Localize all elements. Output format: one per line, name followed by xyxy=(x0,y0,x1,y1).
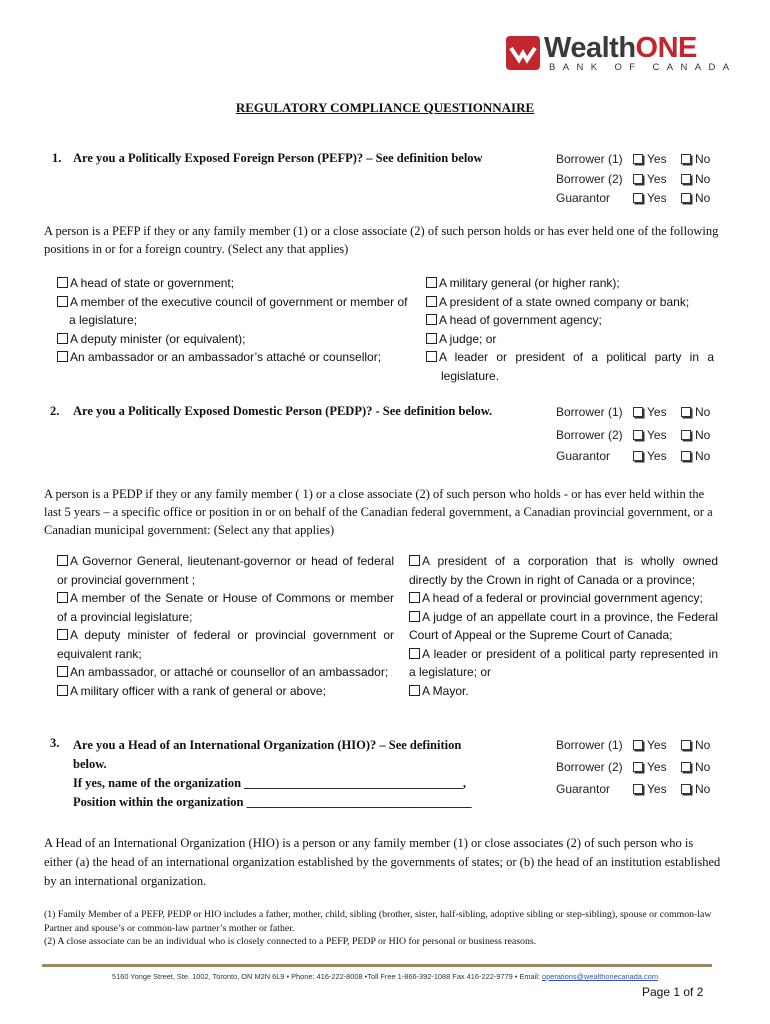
option-item[interactable]: An ambassador, or attaché or counsellor of an ambassador; xyxy=(57,663,394,682)
q1-b1-yes[interactable]: Yes xyxy=(633,152,681,166)
q2-right-options xyxy=(409,552,718,700)
option-item[interactable]: An ambassador or an ambassador’s attaché or counsellor; xyxy=(57,348,415,367)
option-item[interactable]: A president of a state owned company or bank; xyxy=(426,293,714,312)
checkbox-icon[interactable] xyxy=(426,314,437,325)
checkbox-icon[interactable] xyxy=(409,685,420,696)
logo-subtitle: BANK OF CANADA xyxy=(549,62,737,73)
q1-right-options xyxy=(426,274,714,385)
q2-g-no[interactable]: No xyxy=(681,449,729,463)
checkbox-icon[interactable] xyxy=(57,666,68,677)
checkbox-icon[interactable] xyxy=(633,762,643,772)
checkbox-icon[interactable] xyxy=(57,351,68,362)
option-item[interactable]: A leader or president of a political party represented in a legislature; or xyxy=(409,646,718,679)
checkbox-icon[interactable] xyxy=(681,407,691,417)
q3-b2-yes[interactable]: Yes xyxy=(633,760,681,774)
checkbox-icon[interactable] xyxy=(681,451,691,461)
q2-b1-yes[interactable]: Yes xyxy=(633,405,681,419)
checkbox-icon[interactable] xyxy=(633,740,643,750)
q1-definition: A person is a PEFP if they or any family member (1) or a close associate (2) of such person holds or has ever held one of the following positions in or for a foreign country. (Select any that applies) xyxy=(44,224,719,256)
checkbox-icon[interactable] xyxy=(57,555,68,566)
checkbox-icon[interactable] xyxy=(633,784,643,794)
q2-b1-no[interactable]: No xyxy=(681,405,729,419)
checkbox-icon[interactable] xyxy=(681,193,691,203)
q1-answer-borrower1: Borrower (1) Yes No xyxy=(556,152,729,166)
q2-answer-borrower2: Borrower (2) Yes No xyxy=(556,428,729,442)
q3-answer-guarantor: Guarantor Yes No xyxy=(556,782,729,796)
q1-left-options xyxy=(57,274,415,367)
checkbox-icon[interactable] xyxy=(633,407,643,417)
checkbox-icon[interactable] xyxy=(681,740,691,750)
footer-email-link[interactable]: operations@wealthonecanada.com xyxy=(542,972,658,981)
checkbox-icon[interactable] xyxy=(409,555,420,566)
option-item[interactable]: A leader or president of a political party in a legislature. xyxy=(426,348,714,385)
q3-number: 3. xyxy=(50,736,60,750)
page-number: Page 1 of 2 xyxy=(642,985,704,999)
option-item[interactable]: A head of government agency; xyxy=(426,311,714,330)
option-item[interactable]: A military general (or higher rank); xyxy=(426,274,714,293)
q3-answer-borrower1: Borrower (1) Yes No xyxy=(556,738,729,752)
logo-mark-icon xyxy=(506,36,540,70)
checkbox-icon[interactable] xyxy=(57,685,68,696)
checkbox-icon[interactable] xyxy=(633,154,643,164)
footer-address: 5160 Yonge Street, Ste. 1002, Toronto, ON M2N 6L9 • Phone: 416-222-8008 •Toll Free 1-866-392-1088 Fax 416-222-9779 • Email: xyxy=(112,972,540,981)
option-item[interactable]: A head of state or government; xyxy=(57,274,415,293)
checkbox-icon[interactable] xyxy=(409,648,420,659)
q1-answer-borrower2: Borrower (2) Yes No xyxy=(556,172,729,186)
footer-divider xyxy=(42,964,712,967)
q1-b1-no[interactable]: No xyxy=(681,152,729,166)
checkbox-icon[interactable] xyxy=(633,451,643,461)
option-item[interactable]: A deputy minister of federal or provincial government or equivalent rank; xyxy=(57,628,394,661)
q3-question-line: Are you a Head of an International Organization (HIO)? – See definition xyxy=(73,738,462,752)
option-item[interactable]: A judge; or xyxy=(426,330,714,349)
option-item[interactable]: A judge of an appellate court in a province, the Federal Court of Appeal or the Supreme Court of Canada; xyxy=(409,609,718,642)
checkbox-icon[interactable] xyxy=(57,333,68,344)
q1-b2-yes[interactable]: Yes xyxy=(633,172,681,186)
q1-g-yes[interactable]: Yes xyxy=(633,191,681,205)
checkbox-icon[interactable] xyxy=(57,629,68,640)
q2-b2-yes[interactable]: Yes xyxy=(633,428,681,442)
q3-position-field[interactable]: Position within the organization ____________________________________ xyxy=(73,795,472,809)
q2-b2-no[interactable]: No xyxy=(681,428,729,442)
option-item[interactable]: A president of a corporation that is wholly owned directly by the Crown in right of Canada or a province; xyxy=(409,554,718,587)
q3-b1-no[interactable]: No xyxy=(681,738,729,752)
logo-wordmark: WealthONE xyxy=(544,32,697,64)
q2-answer-borrower1: Borrower (1) Yes No xyxy=(556,405,729,419)
footnote-1: (1) Family Member of a PEFP, PEDP or HIO includes a father, mother, child, sibling (brother, sister, half-sibling, adoptive sibling or step-sibling), spouse or common-law Partner and spouse’s or common-law partner’s mother or father. xyxy=(44,909,712,934)
checkbox-icon[interactable] xyxy=(409,611,420,622)
option-item[interactable]: A member of the executive council of government or member of a legislature; xyxy=(57,293,415,330)
option-item[interactable]: A Mayor. xyxy=(409,682,718,701)
q2-answer-guarantor: Guarantor Yes No xyxy=(556,449,729,463)
q1-number: 1. xyxy=(52,151,62,165)
checkbox-icon[interactable] xyxy=(681,174,691,184)
checkbox-icon[interactable] xyxy=(57,277,68,288)
q2-number: 2. xyxy=(50,404,60,418)
q3-question xyxy=(73,736,472,812)
option-item[interactable]: A head of a federal or provincial government agency; xyxy=(409,589,718,608)
q1-answer-guarantor: Guarantor Yes No xyxy=(556,191,729,205)
checkbox-icon[interactable] xyxy=(681,154,691,164)
option-item[interactable]: A military officer with a rank of general or above; xyxy=(57,682,394,701)
checkbox-icon[interactable] xyxy=(426,333,437,344)
checkbox-icon[interactable] xyxy=(681,430,691,440)
q3-b1-yes[interactable]: Yes xyxy=(633,738,681,752)
checkbox-icon[interactable] xyxy=(633,430,643,440)
q1-question: Are you a Politically Exposed Foreign Person (PEFP)? – See definition below xyxy=(73,151,483,165)
checkbox-icon[interactable] xyxy=(57,296,68,307)
q3-g-yes[interactable]: Yes xyxy=(633,782,681,796)
q3-definition: A Head of an International Organization (HIO) is a person or any family member (1) or close associates (2) of such person who is either (a) the head of an international organization established by the governments of states; or (b) the head of an institution established by an international organization. xyxy=(44,836,721,888)
checkbox-icon[interactable] xyxy=(426,277,437,288)
checkbox-icon[interactable] xyxy=(633,174,643,184)
q3-answer-borrower2: Borrower (2) Yes No xyxy=(556,760,729,774)
q3-organization-field[interactable]: If yes, name of the organization ___________________________________, xyxy=(73,776,467,790)
checkbox-icon[interactable] xyxy=(426,296,437,307)
checkbox-icon[interactable] xyxy=(681,762,691,772)
q2-definition: A person is a PEDP if they or any family member ( 1) or a close associate (2) of such person who holds - or has ever held within the last 5 years – a specific office or position in or on behalf of the Canadian federal government, a Canadian provincial government, or a Canadian municipal government: (Select any that applies) xyxy=(44,487,713,537)
option-item[interactable]: A member of the Senate or House of Commons or member of a provincial legislature; xyxy=(57,591,394,624)
q3-g-no[interactable]: No xyxy=(681,782,729,796)
q2-g-yes[interactable]: Yes xyxy=(633,449,681,463)
option-item[interactable]: A deputy minister (or equivalent); xyxy=(57,330,415,349)
option-item[interactable]: A Governor General, lieutenant-governor or head of federal or provincial government ; xyxy=(57,554,394,587)
checkbox-icon[interactable] xyxy=(633,193,643,203)
checkbox-icon[interactable] xyxy=(426,351,437,362)
document-title: REGULATORY COMPLIANCE QUESTIONNAIRE xyxy=(235,100,535,115)
checkbox-icon[interactable] xyxy=(409,592,420,603)
footer-contact xyxy=(0,972,770,981)
checkbox-icon[interactable] xyxy=(57,592,68,603)
q2-left-options xyxy=(57,552,394,700)
q3-question-line: below. xyxy=(73,757,107,771)
q3-b2-no[interactable]: No xyxy=(681,760,729,774)
q2-question: Are you a Politically Exposed Domestic Person (PEDP)? - See definition below. xyxy=(73,404,493,418)
footnote-2: (2) A close associate can be an individual who is closely connected to a PEFP, PEDP or HIO for personal or business reasons. xyxy=(44,936,537,947)
q1-b2-no[interactable]: No xyxy=(681,172,729,186)
q1-g-no[interactable]: No xyxy=(681,191,729,205)
checkbox-icon[interactable] xyxy=(681,784,691,794)
